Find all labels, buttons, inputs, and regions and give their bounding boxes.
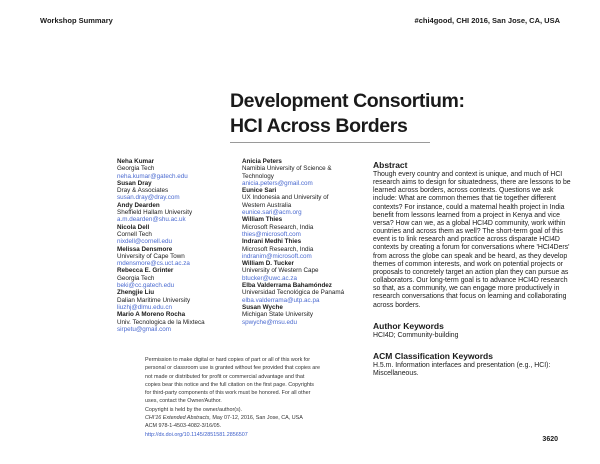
permission-line: copies bear this notice and the full citation on the first page. Copyrights [145,381,315,388]
venue-line [145,414,345,422]
author-affiliation: Cornell Tech [117,230,152,238]
author-name: Andy Dearden [117,201,160,209]
author-email[interactable]: nixdell@cornell.edu [117,238,173,246]
author-email[interactable]: susan.dray@dray.com [117,194,180,202]
permission-line: uses, contact the Owner/Author. [145,398,222,405]
author-keywords-text: HCI4D; Community-building [373,331,459,339]
abstract-heading: Abstract [373,160,408,170]
author-email[interactable]: liuzhj@dlmu.edu.cn [117,303,173,311]
paper-title-line2: HCI Across Borders [230,115,408,137]
right-column [373,160,573,378]
author-email[interactable]: thies@microsoft.com [242,230,301,238]
author-affiliation: University of Western Cape [242,267,319,275]
author-affiliation: Universidad Tecnológica de Panamá [242,289,345,297]
author-entry [117,289,233,311]
author-entry [117,158,233,180]
author-name: Melissa Densmore [117,245,173,253]
author-name: Anicia Peters [242,158,282,165]
author-entry [242,158,362,187]
author-name: Zhengjie Liu [117,289,155,297]
author-affiliation: Georgia Tech [117,165,155,173]
permission-line: Copyright is held by the owner/author(s). [145,406,243,413]
author-affiliation: Michigan State University [242,311,314,319]
author-email[interactable]: a.m.dearden@shu.ac.uk [117,216,186,224]
author-affiliation: Univ. Tecnologica de la Mixteca [117,318,205,326]
author-email[interactable]: eunice.sari@acm.org [242,209,302,217]
author-affiliation: Sheffield Hallam University [117,209,193,217]
author-email[interactable]: btucker@uwc.ac.za [242,274,298,282]
venue-name: CHI'16 Extended Abstracts, [145,415,211,422]
acm-keywords-heading: ACM Classification Keywords [373,350,493,361]
permission-block [145,356,345,439]
author-affiliation: Dalian Maritime University [117,296,191,304]
author-email[interactable]: beki@cc.gatech.edu [117,282,175,290]
paper-title-line1: Development Consortium: [230,90,465,112]
author-entry [117,224,233,246]
author-entry [242,187,362,216]
authors-column-2 [242,158,362,326]
author-name: Susan Dray [117,179,152,187]
author-entry [117,267,233,289]
abstract-text: Though every country and context is unique, and much of HCI research aims to design for situatedness, there are lessons to be learned across borders, across contexts. Questions we ask include: What are common themes that tie together different contexts? For instance, could a maternal health project in India benefit from lessons learned from a project in Kenya and vice versa? How can we, as a global HCI4D community, work within countries and across them as well? The short-term goal of this event is to link research and practice across disparate HCI4D contexts by creating a forum for conversations where 'HCI4Ders' from across the globe can speak and be heard, as they develop themes of common interests, and work on potential projects or proposals to concretely target an action plan they can pursue as collaborators. Our long-term goal is to advance HCI4D research so that, as a community, we can engage more productively in research conversations that focus on learning and collaborating across borders. [373,171,571,309]
author-entry [242,282,362,304]
author-name: Mario A Moreno Rocha [117,311,186,319]
author-name: William Thies [242,216,283,224]
author-entry [242,238,362,260]
running-header-left: Workshop Summary [40,16,113,25]
author-entry [117,202,233,224]
author-entry [242,216,362,238]
author-entry [117,246,233,268]
author-name: Nicola Dell [117,223,150,231]
author-email[interactable]: elba.valderrama@utp.ac.pa [242,296,320,304]
author-email[interactable]: spwyche@msu.edu [242,318,298,326]
acm-isbn: ACM 978-1-4503-4082-3/16/05. [145,423,222,430]
authors-column-1 [117,158,233,333]
permission-line: personal or classroom use is granted without fee provided that copies are [145,365,320,372]
author-entry [242,260,362,282]
author-name: Elba Valderrama Bahamóndez [242,282,332,290]
author-email[interactable]: indranim@microsoft.com [242,252,312,260]
author-affiliation: Namibia University of Science & [242,165,332,173]
author-name: Neha Kumar [117,158,155,165]
author-email[interactable]: sirpetu@gmail.com [117,325,171,333]
venue-details: May 07-12, 2016, San Jose, CA, USA [210,415,303,422]
author-affiliation: Western Australia [242,201,292,209]
author-email[interactable]: anicia.peters@gmail.com [242,179,313,187]
author-affiliation: University of Cape Town [117,252,185,260]
permission-line: for third-party components of this work must be honored. For all other [145,390,311,397]
author-affiliation: Technology [242,172,274,180]
page-number: 3620 [542,436,558,443]
author-keywords-heading: Author Keywords [373,320,444,331]
author-name: Rebecca E. Grinter [117,267,174,275]
author-email[interactable]: mdensmore@cs.uct.ac.za [117,260,190,268]
author-affiliation: Microsoft Research, India [242,223,314,231]
author-name: William D. Tucker [242,260,294,268]
author-email[interactable]: neha.kumar@gatech.edu [117,172,188,180]
author-name: Eunice Sari [242,187,277,195]
doi-link[interactable]: http://dx.doi.org/10.1145/2851581.2856507 [145,431,248,438]
author-name: Indrani Medhi Thies [242,238,302,246]
acm-keywords-text: H.5.m. Information interfaces and presentation (e.g., HCI): Miscellaneous. [373,361,551,377]
title-rule [230,142,430,143]
author-name: Susan Wyche [242,303,283,311]
running-header-right: #chi4good, CHI 2016, San Jose, CA, USA [414,16,560,25]
author-entry [117,180,233,202]
author-affiliation: Dray & Associates [117,187,169,195]
author-entry [242,304,362,326]
permission-lines [145,356,345,414]
permission-line: not made or distributed for profit or commercial advantage and that [145,373,305,380]
permission-line: Permission to make digital or hard copies of part or all of this work for [145,357,311,363]
author-affiliation: Georgia Tech [117,274,155,282]
author-entry [117,311,233,333]
author-affiliation: Microsoft Research, India [242,245,314,253]
author-affiliation: UX Indonesia and University of [242,194,329,202]
